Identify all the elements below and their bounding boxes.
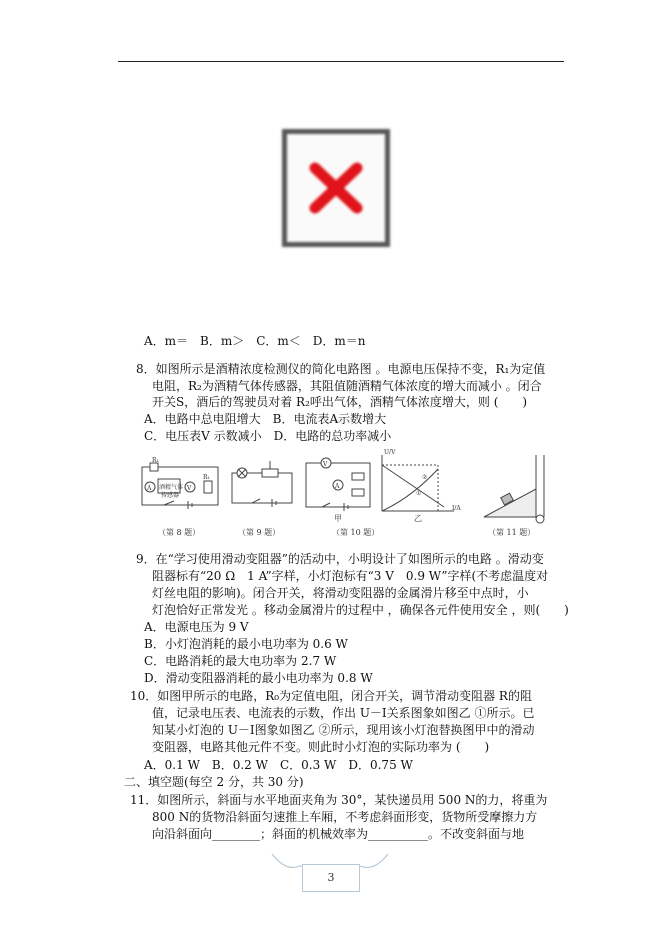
q10-options: A．0.1 W B．0.2 W C．0.3 W D．0.75 W [144, 758, 413, 772]
close-icon [307, 160, 365, 216]
q9-option-b: B．小灯泡消耗的最小电功率为 0.6 W [144, 637, 348, 651]
broken-image-placeholder [282, 129, 390, 247]
q9-line3: 灯丝电阻的影响)。闭合开关，将滑动变阻器的金属滑片移至中点时，小 [152, 586, 529, 600]
figure-10-label-yi: 乙 [414, 514, 422, 523]
figure-10-u-axis-label: U/V [384, 449, 396, 456]
q9-line2: 阻器标有“20 Ω 1 A”字样，小灯泡标有“3 V 0.9 W”字样(不考虑温度对 [152, 569, 549, 583]
svg-text:R₁: R₁ [152, 457, 159, 464]
figure-10 [304, 451, 464, 541]
svg-text:A: A [335, 483, 340, 490]
q9-option-d: D．滑动变阻器消耗的最小电功率为 0.8 W [144, 671, 373, 685]
figures-row [136, 451, 554, 541]
svg-text:V: V [187, 485, 192, 492]
svg-text:R₁: R₁ [203, 474, 210, 481]
page-number: 3 [302, 864, 360, 892]
figure-8-caption: （第 8 题） [158, 528, 201, 537]
q10-line2: 值，记录电压表、电流表的示数，作出 U－I关系图象如图乙 ①所示。已 [152, 706, 535, 720]
q11-line3: 向沿斜面向________；斜面的机械效率为__________。不改变斜面与地 [152, 827, 525, 841]
svg-text:②: ② [422, 474, 428, 481]
figure-10-caption: （第 10 题） [332, 528, 380, 537]
figure-9-circuit [228, 451, 298, 527]
q11-line2: 800 N的货物沿斜面匀速推上车厢，不考虑斜面形变，货物所受摩擦力方 [152, 810, 538, 824]
q8-line3: 开关S，酒后的驾驶员对着 R₂呼出气体，酒精气体浓度增大，则 ( ) [152, 395, 528, 409]
q11-line1: 11．如图所示，斜面与水平地面夹角为 30°，某快递员用 500 N的力，将重为 [130, 793, 548, 807]
q9-option-a: A．电源电压为 9 V [144, 620, 249, 634]
q9-line4: 灯泡恰好正常发光 。移动金属滑片的过程中 ，确保各元件使用安全 ，则( ) [152, 603, 569, 617]
q10-line4: 变阻器，电路其他元件不变。则此时小灯泡的实际功率为 ( ) [152, 740, 490, 754]
q8-options-ab: A．电路中总电阻增大 B．电流表A示数增大 [144, 412, 387, 426]
figure-8-sensor-label-1: 酒精气体 [159, 484, 184, 491]
svg-text:V: V [323, 461, 328, 468]
figure-10-circuit-and-graph [304, 451, 464, 527]
q8-line1: 8．如图所示是酒精浓度检测仪的简化电路图 。电源电压保持不变，R₁为定值 [136, 362, 546, 376]
q10-line1: 10．如图甲所示的电路，R₀为定值电阻，闭合开关，调节滑动变阻器 R的阻 [130, 689, 532, 703]
svg-text:A: A [147, 485, 152, 492]
q9-option-c: C．电路消耗的最大电功率为 2.7 W [144, 654, 337, 668]
q7-options: A．m＝ B．m＞ C．m＜ D．m＝n [144, 334, 366, 348]
q10-line3: 知某小灯泡的 U－I图象如图乙 ②所示，现用该小灯泡替换图甲中的滑动 [152, 723, 535, 737]
figure-11 [480, 451, 552, 541]
svg-text:①: ① [416, 490, 422, 497]
section-2-heading: 二、填空题(每空 2 分，共 30 分) [124, 775, 304, 789]
figure-11-caption: （第 11 题） [488, 528, 536, 537]
figure-11-incline [480, 451, 552, 527]
q8-options-cd: C．电压表V 示数减小 D．电路的总功率减小 [144, 429, 392, 443]
figure-8-sensor-label-2: 传感器 [161, 492, 180, 499]
q9-line1: 9．在“学习使用滑动变阻器”的活动中，小明设计了如图所示的电路 。滑动变 [136, 552, 544, 566]
figure-8 [138, 451, 220, 541]
figure-9-caption: （第 9 题） [238, 528, 281, 537]
q8-line2: 电阻，R₂为酒精气体传感器，其阻值随酒精气体浓度的增大而减小 。闭合 [152, 379, 542, 393]
figure-9 [228, 451, 298, 541]
figure-10-label-jia: 甲 [334, 514, 342, 523]
figure-10-i-axis-label: I/A [452, 505, 461, 512]
header-rule [118, 61, 564, 62]
